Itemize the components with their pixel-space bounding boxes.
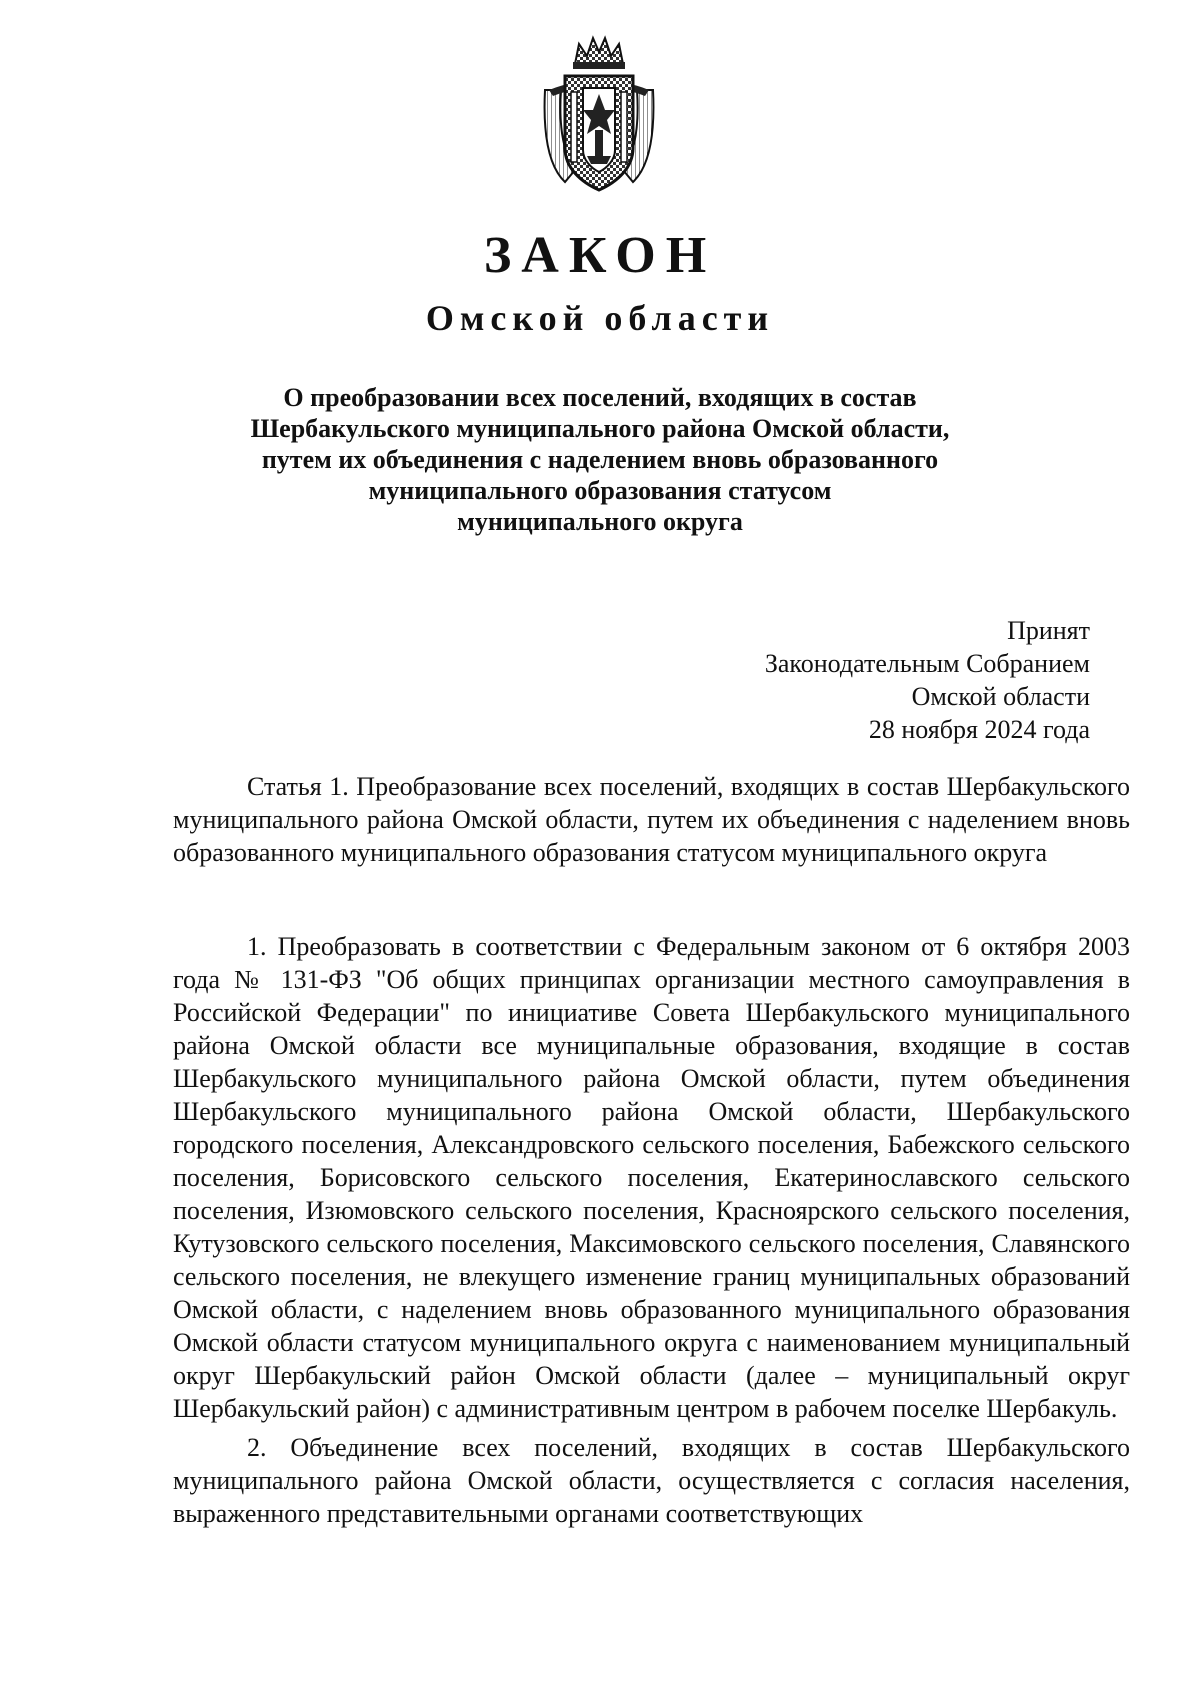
article-body [173, 930, 1130, 1536]
article-heading-block [173, 770, 1130, 869]
adoption-date: 28 ноября 2024 года [868, 715, 1090, 744]
adoption-line: Принят [1007, 616, 1090, 645]
document-name [220, 382, 980, 537]
adoption-line: Законодательным Собранием [764, 649, 1090, 678]
adoption-line: Омской области [911, 682, 1090, 711]
article-heading: Статья 1. Преобразование всех поселений, входящих в состав Шербакульского муниципального района Омской области, путем их объединения с наделением вновь образованного муниципального образования статусом муниципального округа [173, 772, 1130, 867]
document-name-line: О преобразовании всех поселений, входящих в состав [283, 383, 917, 412]
document-name-line: муниципального округа [457, 507, 743, 536]
paragraph-2: 2. Объединение всех поселений, входящих в состав Шербакульского муниципального района Омской области, осуществляется с согласия населения, выраженного представительными органами соответствующих [173, 1433, 1130, 1528]
coat-of-arms-icon [535, 30, 663, 196]
document-name-line: муниципального образования статусом [368, 476, 832, 505]
adoption-block [765, 614, 1090, 746]
document-name-line: путем их объединения с наделением вновь образованного [261, 445, 939, 474]
document-name-line: Шербакульского муниципального района Омской области, [250, 414, 950, 443]
paragraph-1: 1. Преобразовать в соответствии с Федеральным законом от 6 октября 2003 года № 131-ФЗ "Об общих принципах организации местного самоуправления в Российской Федерации" по инициативе Совета Шербакульского муниципального района Омской области все муниципальные образования, входящие в состав Шербакульского муниципального района Омской области, путем объединения Шербакульского муниципального района Омской области, Шербакульского городского поселения, Александровского сельского поселения, Бабежского сельского поселения, Борисовского сельского поселения, Екатеринославского сельского поселения, Изюмовского сельского поселения, Красноярского сельского поселения, Кутузовского сельского поселения, Максимовского сельского поселения, Славянского сельского поселения, не влекущего изменение границ муниципальных образований Омской области, с наделением вновь образованного муниципального образования Омской области статусом муниципального округа с наименованием муниципальный округ Шербакульский район Омской области (далее – муниципальный округ Шербакульский район) с административным центром в рабочем поселке Шербакуль. [173, 932, 1130, 1423]
law-title: ЗАКОН [483, 227, 717, 284]
law-subtitle: Омской области [425, 298, 775, 338]
